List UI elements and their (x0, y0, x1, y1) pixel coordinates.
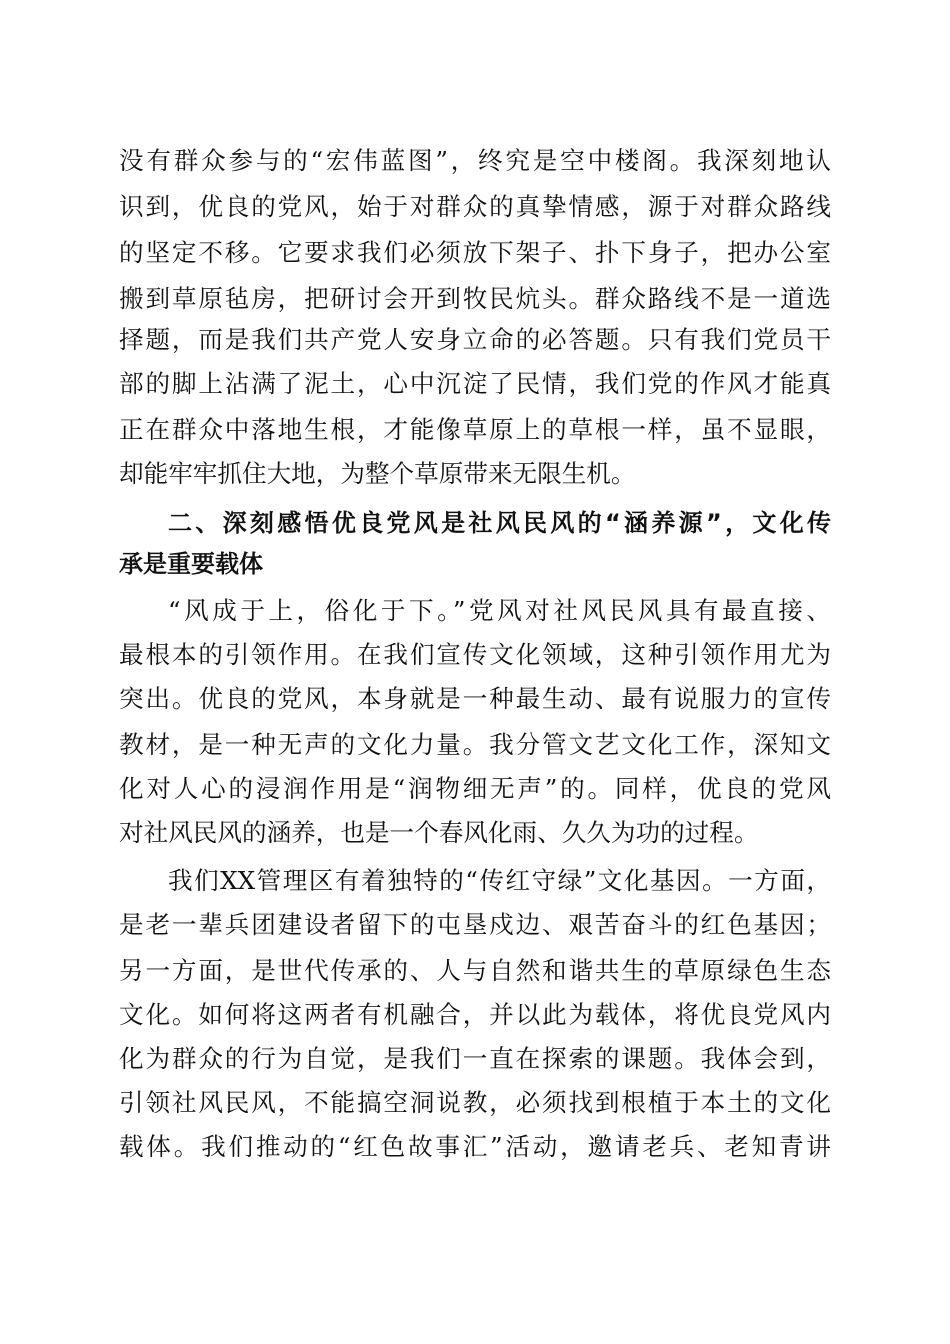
body-line: 没有群众参与的“宏伟蓝图”，终究是空中楼阁。我深刻地认 (119, 146, 831, 175)
body-line: 载体。我们推动的“红色故事汇”活动，邀请老兵、老知青讲 (119, 1132, 831, 1161)
body-line: 另一方面，是世代传承的、人与自然和谐共生的草原绿色生态 (119, 956, 831, 985)
body-line: 我们XX管理区有着独特的“传红守绿”文化基因。一方面， (168, 866, 831, 895)
body-line: 择题，而是我们共产党人安身立命的必答题。只有我们党员干 (119, 325, 831, 354)
body-line: 化对人心的浸润作用是“润物细无声”的。同样，优良的党风 (119, 774, 831, 803)
body-line: 正在群众中落地生根，才能像草原上的草根一样，虽不显眼， (119, 415, 831, 444)
section-heading: 承是重要载体 (119, 550, 263, 578)
section-heading: 二、深刻感悟优良党风是社风民风的“涵养源”，文化传 (168, 509, 831, 537)
body-line: 引领社风民风，不能搞空洞说教，必须找到根植于本土的文化 (119, 1088, 831, 1117)
body-line: 化为群众的行为自觉，是我们一直在探索的课题。我体会到， (119, 1044, 831, 1073)
body-line: 教材，是一种无声的文化力量。我分管文艺文化工作，深知文 (119, 730, 831, 759)
body-line: 搬到草原毡房，把研讨会开到牧民炕头。群众路线不是一道选 (119, 284, 831, 313)
body-line: 是老一辈兵团建设者留下的屯垦戍边、艰苦奋斗的红色基因； (119, 910, 831, 939)
body-line: 却能牢牢抓住大地，为整个草原带来无限生机。 (119, 459, 636, 488)
body-line: 识到，优良的党风，始于对群众的真挚情感，源于对群众路线 (119, 192, 831, 221)
body-line: 的坚定不移。它要求我们必须放下架子、扑下身子，把办公室 (119, 238, 831, 267)
body-line: 文化。如何将这两者有机融合，并以此为载体，将优良党风内 (119, 1000, 831, 1029)
body-line: 对社风民风的涵养，也是一个春风化雨、久久为功的过程。 (119, 818, 759, 847)
body-line: 最根本的引领作用。在我们宣传文化领域，这种引领作用尤为 (119, 640, 831, 669)
body-line: 部的脚上沾满了泥土，心中沉淀了民情，我们党的作风才能真 (119, 369, 831, 398)
body-line: “风成于上，俗化于下。”党风对社风民风具有最直接、 (168, 596, 831, 625)
body-line: 突出。优良的党风，本身就是一种最生动、最有说服力的宣传 (119, 684, 831, 713)
